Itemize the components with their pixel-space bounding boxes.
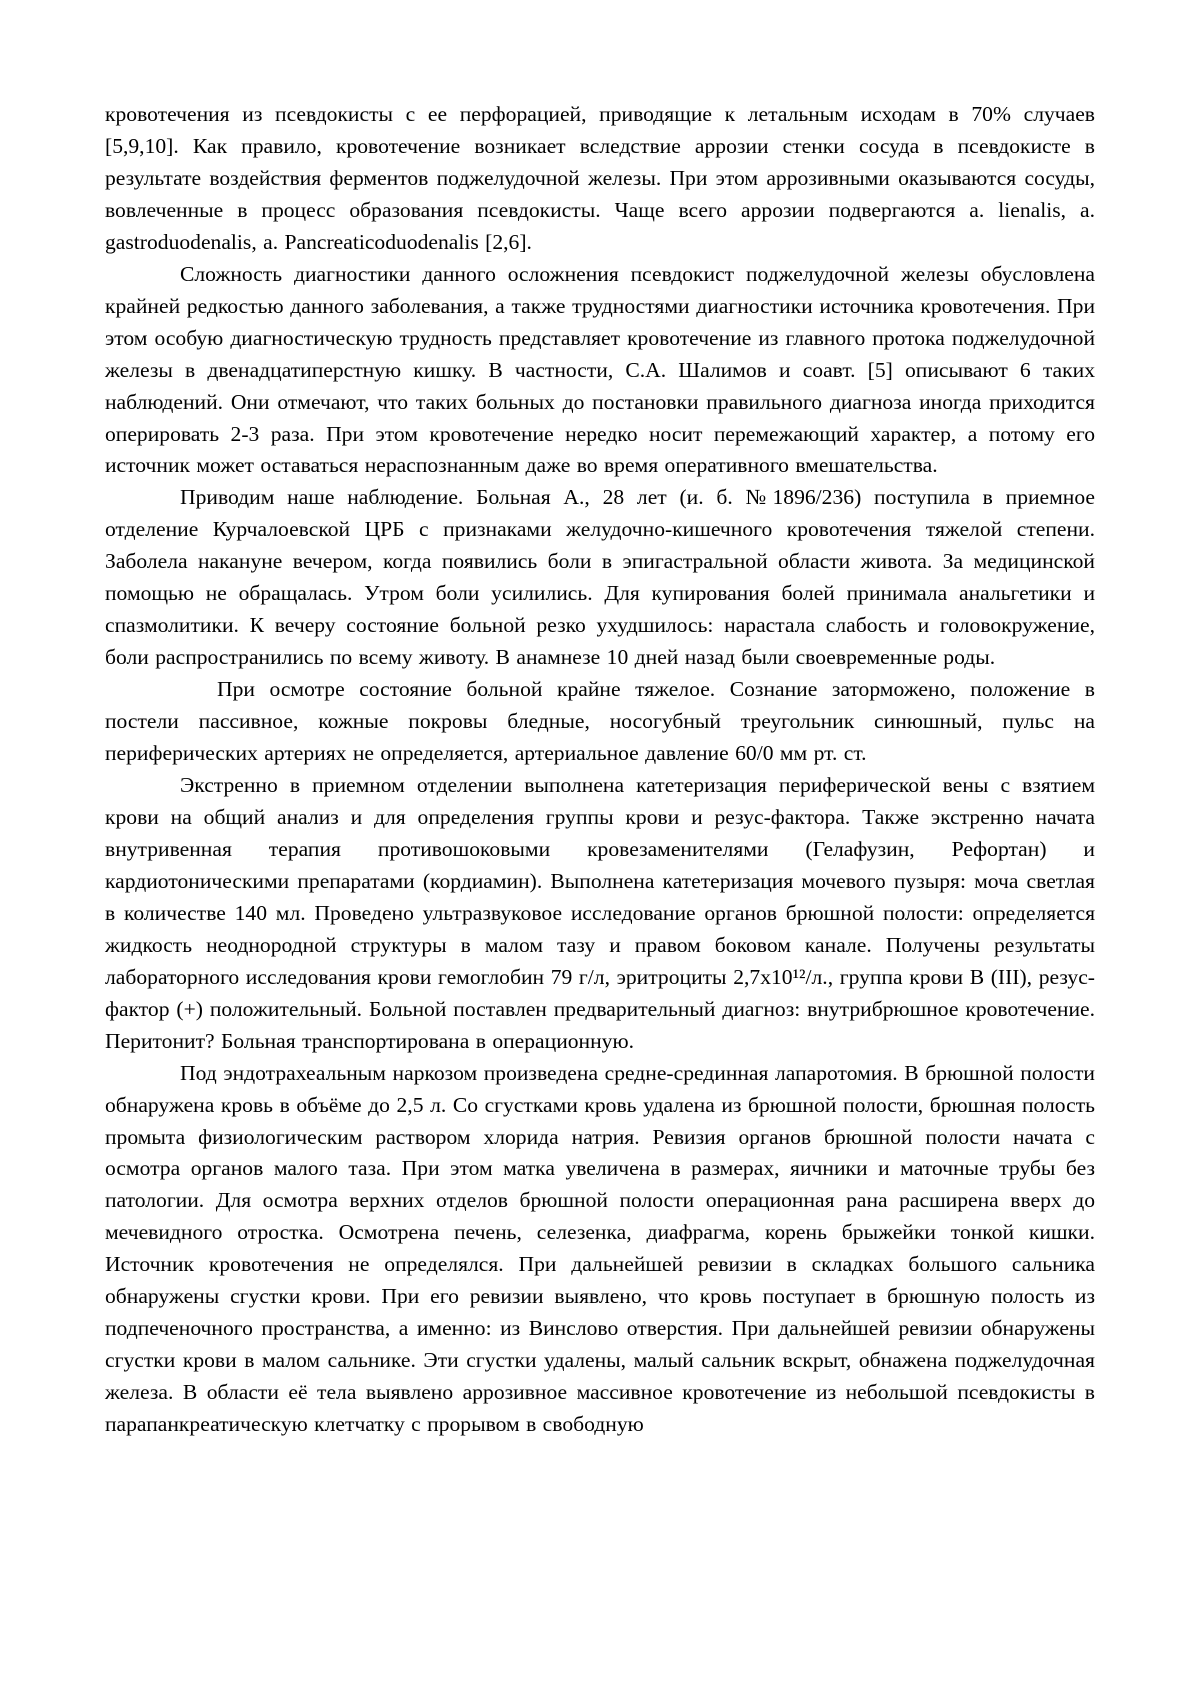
paragraph: Сложность диагностики данного осложнения псевдокист поджелудочной железы обусловлена крайней редкостью данного заболевания, а также трудностями диагностики источника кровотечения. При этом особую диагностическую трудность представляет кровотечение из главного протока поджелудочной железы в двенадцатиперстную кишку. В частности, С.А. Шалимов и соавт. [5] описывают 6 таких наблюдений. Они отмечают, что таких больных до постановки правильного диагноза иногда приходится оперировать 2-3 раза. При этом кровотечение нередко носит перемежающий характер, а потому его источник может оставаться нераспознанным даже во время оперативного вмешательства. bbox=[105, 261, 1095, 478]
paragraph: Экстренно в приемном отделении выполнена катетеризация периферической вены с взятием крови на общий анализ и для определения группы крови и резус-фактора. Также экстренно начата внутривенная терапия противошоковыми кровезаменителями (Гелафузин, Рефортан) и кардиотоническими препаратами (кордиамин). Выполнена катетеризация мочевого пузыря: моча светлая в количестве 140 мл. Проведено ультразвуковое исследование органов брюшной полости: определяется жидкость неоднородной структуры в малом тазу и правом боковом канале. Получены результаты лабораторного исследования крови гемоглобин 79 г/л, эритроциты 2,7х10¹²/л., группа крови В (III), резус-фактор (+) положительный. Больной поставлен предварительный диагноз: внутрибрюшное кровотечение. Перитонит? Больная транспортирована в операционную. bbox=[105, 773, 1095, 1053]
paragraph: При осмотре состояние больной крайне тяжелое. Сознание заторможено, положение в постели пассивное, кожные покровы бледные, носогубный треугольник синюшный, пульс на периферических артериях не определяется, артериальное давление 60/0 мм рт. ст. bbox=[105, 677, 1095, 766]
paragraph: Под эндотрахеальным наркозом произведена средне-срединная лапаротомия. В брюшной полости обнаружена кровь в объёме до 2,5 л. Со сгустками кровь удалена из брюшной полости, брюшная полость промыта физиологическим раствором хлорида натрия. Ревизия органов брюшной полости начата с осмотра органов малого таза. При этом матка увеличена в размерах, яичники и маточные трубы без патологии. Для осмотра верхних отделов брюшной полости операционная рана расширена вверх до мечевидного отростка. Осмотрена печень, селезенка, диафрагма, корень брыжейки тонкой кишки. Источник кровотечения не определялся. При дальнейшей ревизии в складках большого сальника обнаружены сгустки крови. При его ревизии выявлено, что кровь поступает в брюшную полость из подпеченочного пространства, а именно: из Винслово отверстия. При дальнейшей ревизии обнаружены сгустки крови в малом сальнике. Эти сгустки удалены, малый сальник вскрыт, обнажена поджелудочная железа. В области её тела выявлено аррозивное массивное кровотечение из небольшой псевдокисты в парапанкреатическую клетчатку с прорывом в свободную bbox=[105, 1060, 1095, 1437]
paragraph-continuation: кровотечения из псевдокисты с ее перфорацией, приводящие к летальным исходам в 70% случаев [5,9,10]. Как правило, кровотечение возникает вследствие аррозии стенки сосуда в псевдокисте в результате воздействия ферментов поджелудочной железы. При этом аррозивными оказываются сосуды, вовлеченные в процесс образования псевдокисты. Чаще всего аррозии подвергаются a. lienalis, a. gastroduodenalis, a. Pancreaticoduodenalis [2,6]. bbox=[105, 102, 1095, 254]
paragraph: Приводим наше наблюдение. Больная А., 28 лет (и. б. №1896/236) поступила в приемное отделение Курчалоевской ЦРБ с признаками желудочно-кишечного кровотечения тяжелой степени. Заболела накануне вечером, когда появились боли в эпигастральной области живота. За медицинской помощью не обращалась. Утром боли усилились. Для купирования болей принимала анальгетики и спазмолитики. К вечеру состояние больной резко ухудшилось: нарастала слабость и головокружение, боли распространились по всему животу. В анамнезе 10 дней назад были своевременные роды. bbox=[105, 485, 1095, 670]
